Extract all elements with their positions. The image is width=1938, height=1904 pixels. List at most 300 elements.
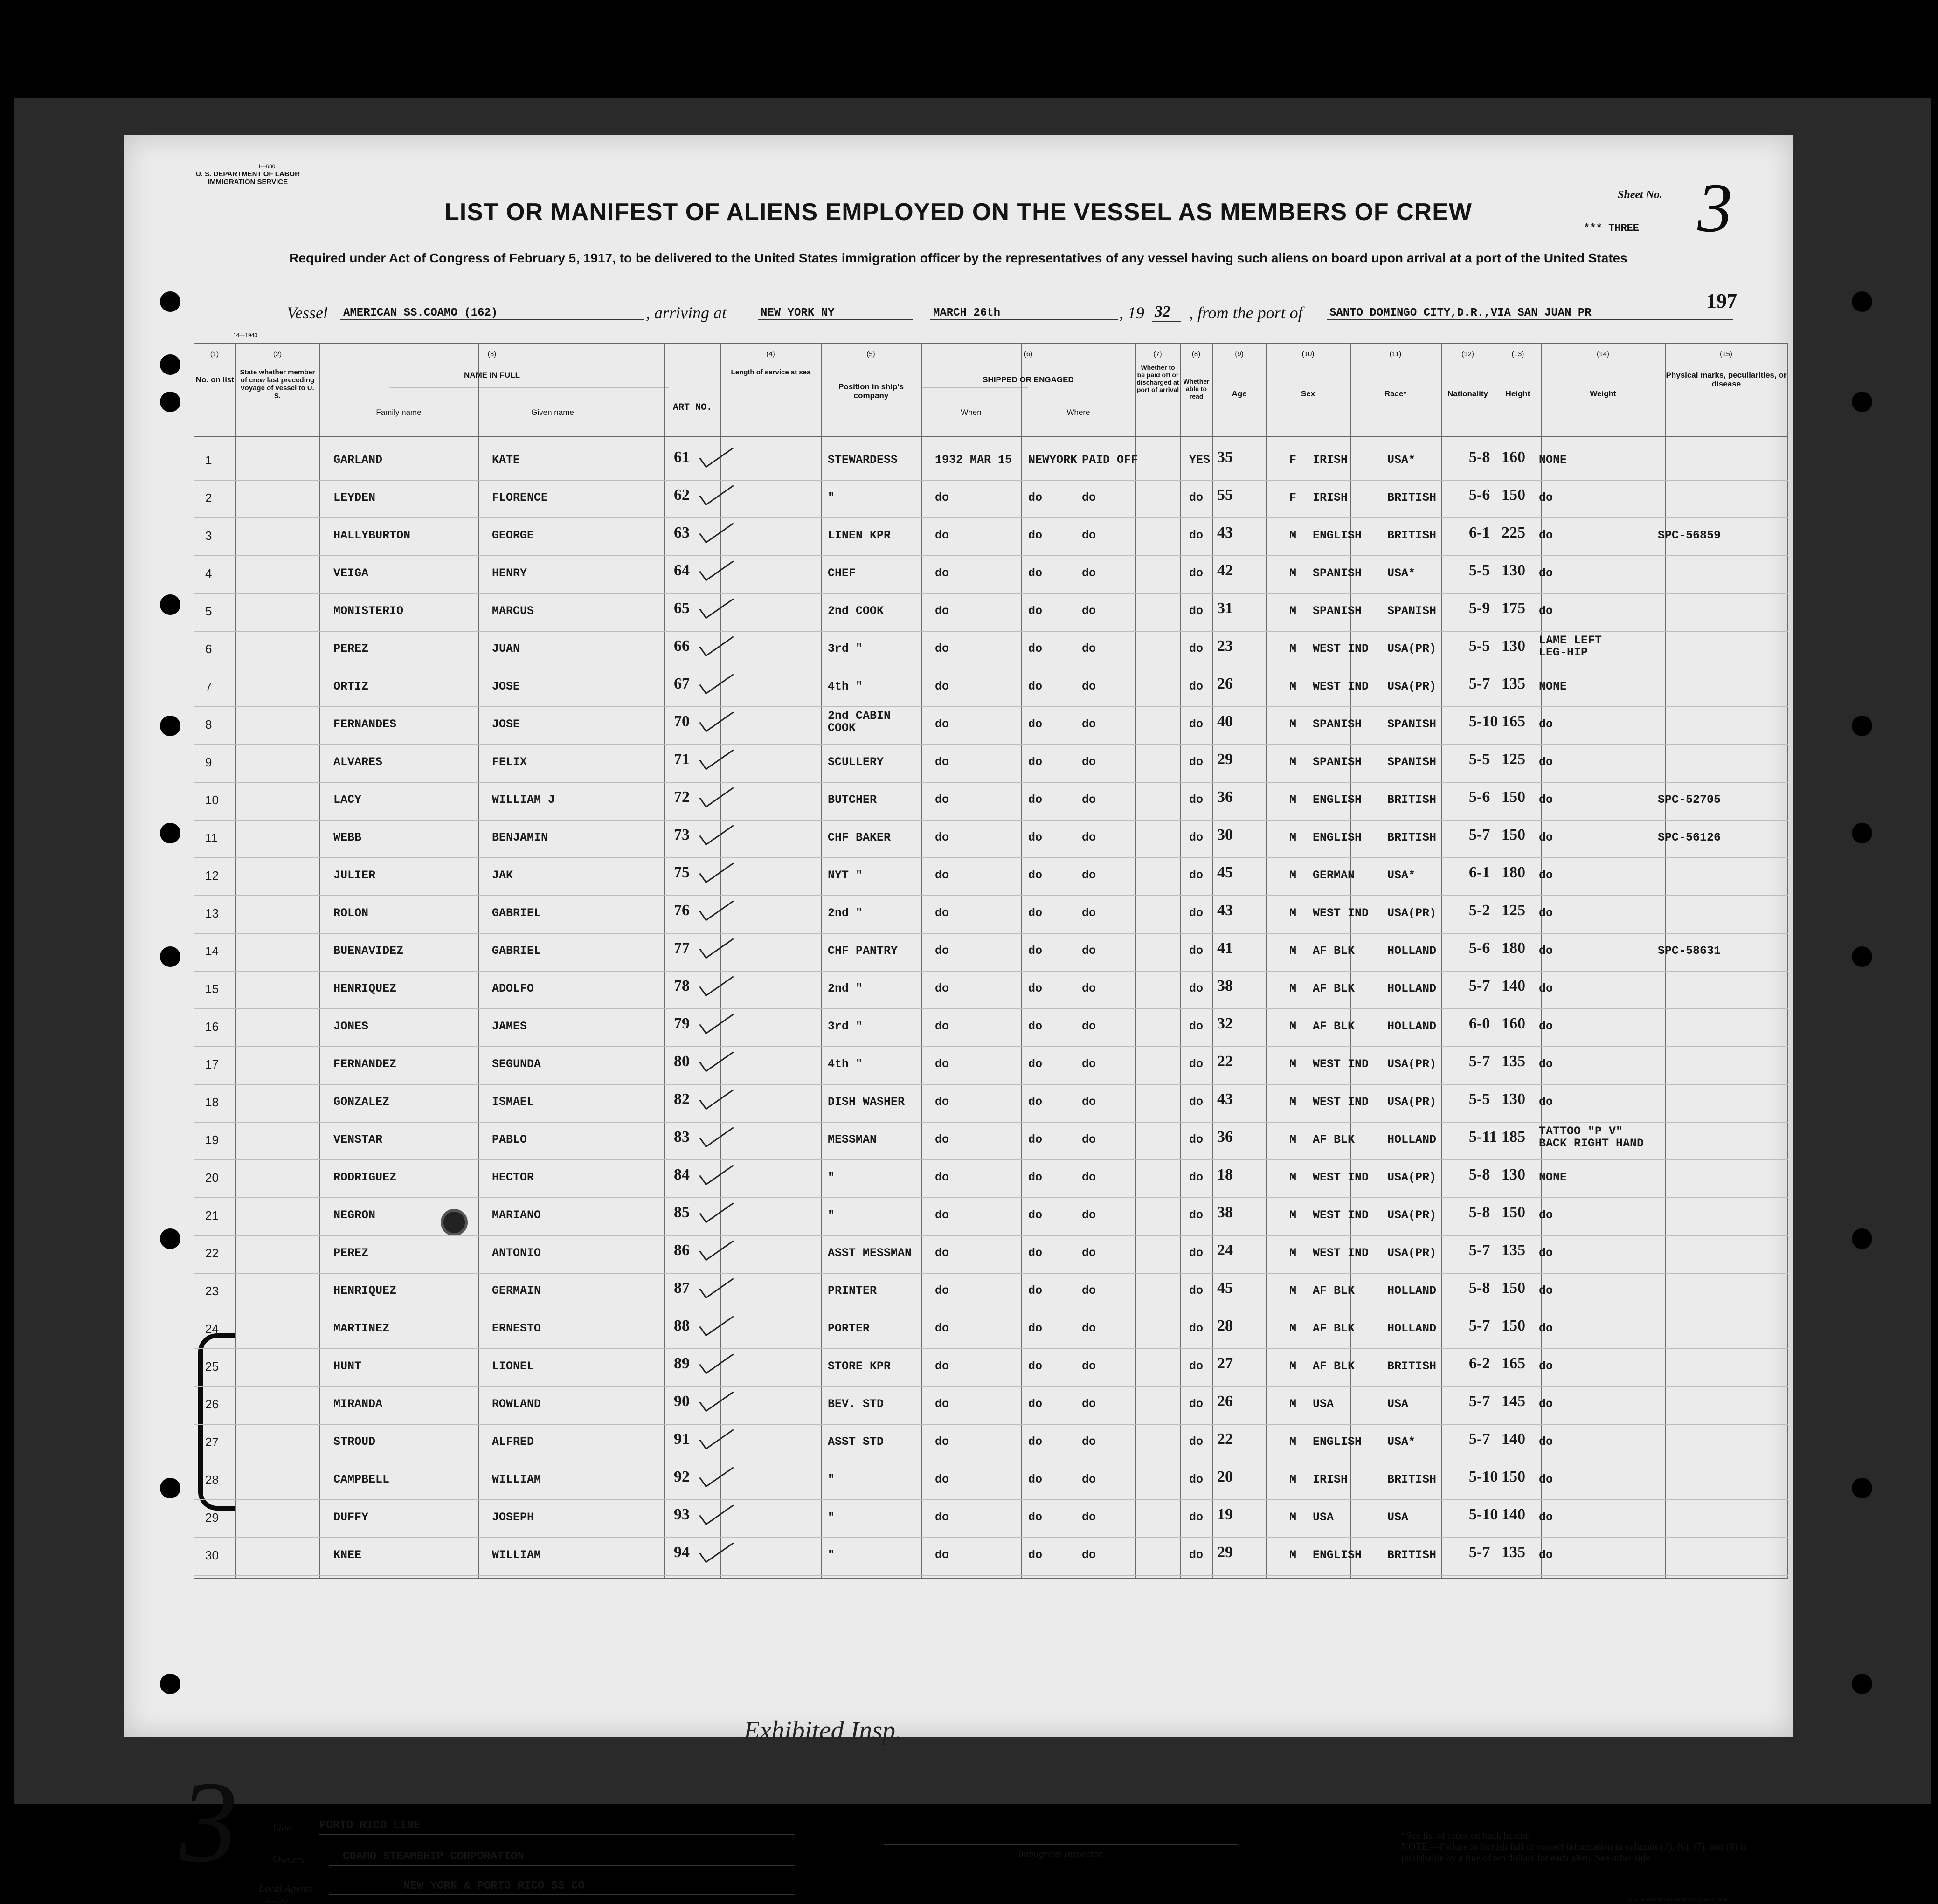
cell-family: GARLAND xyxy=(333,453,383,467)
checkmark xyxy=(699,1345,734,1374)
cell-remarks: SPC-52705 xyxy=(1658,793,1721,807)
table-row xyxy=(194,556,1788,594)
cell-read: do xyxy=(1189,1246,1204,1260)
header-where: Where xyxy=(1066,408,1090,417)
cell-weight: 140 xyxy=(1502,1430,1525,1448)
checkmark xyxy=(699,552,734,581)
cell-no: 11 xyxy=(205,831,218,845)
cell-read: do xyxy=(1189,1473,1204,1486)
cell-weight: 150 xyxy=(1502,1204,1525,1221)
page-number: 197 xyxy=(1706,290,1737,312)
cell-weight: 225 xyxy=(1502,524,1525,541)
cell-where: do xyxy=(1028,529,1043,542)
cell-art: 83 xyxy=(674,1128,690,1145)
cell-given: PABLO xyxy=(492,1133,527,1146)
table-row xyxy=(194,1311,1788,1349)
cell-given: WILLIAM xyxy=(492,1548,541,1562)
cell-marks: do xyxy=(1539,1397,1553,1411)
cell-given: WILLIAM J xyxy=(492,793,555,807)
cell-family: DUFFY xyxy=(333,1511,369,1524)
cell-family: KNEE xyxy=(333,1548,362,1562)
cell-position: 3rd " xyxy=(828,1020,863,1033)
cell-no: 9 xyxy=(205,755,212,769)
checkmark xyxy=(699,779,734,807)
cell-given: WILLIAM xyxy=(492,1473,541,1486)
cell-paid: do xyxy=(1082,529,1096,542)
checkmark xyxy=(699,816,734,845)
col13-number: (13) xyxy=(1511,350,1524,358)
cell-sex: M xyxy=(1289,566,1297,580)
checkmark xyxy=(699,967,734,996)
cell-art: 78 xyxy=(674,977,690,994)
checkmark xyxy=(699,1269,734,1298)
cell-art: 61 xyxy=(674,448,690,466)
checkmark xyxy=(699,514,734,543)
cell-nat: USA(PR) xyxy=(1387,906,1437,920)
cell-art: 91 xyxy=(674,1430,690,1448)
cell-art: 92 xyxy=(674,1468,690,1485)
table-row xyxy=(194,1462,1788,1500)
cell-race: WEST IND xyxy=(1313,906,1369,920)
cell-position: 2nd " xyxy=(828,906,863,920)
cell-weight: 125 xyxy=(1502,902,1525,919)
cell-read: do xyxy=(1189,982,1204,995)
cell-age: 26 xyxy=(1217,675,1233,692)
cell-age: 43 xyxy=(1217,524,1233,541)
col1-number: (1) xyxy=(210,350,219,358)
cell-when: do xyxy=(935,906,949,920)
cell-position: BEV. STD xyxy=(828,1397,884,1411)
cell-family: ORTIZ xyxy=(333,680,369,693)
cell-no: 22 xyxy=(205,1246,219,1260)
handwritten-sheet-number: 3 xyxy=(180,1758,238,1887)
cell-marks: do xyxy=(1539,1095,1553,1109)
cell-nat: BRITISH xyxy=(1387,529,1437,542)
cell-sex: M xyxy=(1289,1057,1297,1071)
cell-remarks: SPC-56126 xyxy=(1658,831,1721,844)
cell-given: ISMAEL xyxy=(492,1095,534,1109)
cell-marks: do xyxy=(1539,529,1553,542)
cell-when: do xyxy=(935,755,949,769)
cell-when: do xyxy=(935,1397,949,1411)
cell-family: ROLON xyxy=(333,906,369,920)
cell-position: DISH WASHER xyxy=(828,1095,905,1109)
cell-family: HENRIQUEZ xyxy=(333,982,397,995)
page-title: LIST OR MANIFEST OF ALIENS EMPLOYED ON THE VESSEL AS MEMBERS OF CREW xyxy=(444,199,1472,226)
cell-family: FERNANDES xyxy=(333,717,397,731)
cell-when: do xyxy=(935,1511,949,1524)
cell-nat: USA(PR) xyxy=(1387,1246,1437,1260)
cell-position: ASST MESSMAN xyxy=(828,1246,912,1260)
cell-age: 32 xyxy=(1217,1015,1233,1032)
cell-read: do xyxy=(1189,604,1204,618)
cell-when: do xyxy=(935,982,949,995)
cell-weight: 160 xyxy=(1502,1015,1525,1032)
cell-where: NEWYORK xyxy=(1028,453,1078,467)
cell-height: 5-7 xyxy=(1469,1393,1490,1410)
cell-read: do xyxy=(1189,1284,1204,1297)
cell-paid: do xyxy=(1082,491,1096,504)
header-nationality: Nationality xyxy=(1447,389,1488,398)
cell-when: do xyxy=(935,869,949,882)
form-number: I—680 xyxy=(259,163,276,170)
table-row xyxy=(194,1160,1788,1198)
cell-position: PRINTER xyxy=(828,1284,877,1297)
cell-height: 5-5 xyxy=(1469,1090,1490,1108)
cell-read: do xyxy=(1189,717,1204,731)
cell-height: 6-0 xyxy=(1469,1015,1490,1032)
cell-height: 5-8 xyxy=(1469,448,1490,466)
checkmark xyxy=(699,854,734,883)
local-agents-value: NEW YORK & PORTO RICO SS CO xyxy=(403,1880,585,1892)
cell-when: do xyxy=(935,604,949,618)
punch-hole xyxy=(1852,392,1872,412)
cell-weight: 125 xyxy=(1502,751,1525,768)
cell-age: 19 xyxy=(1217,1506,1233,1523)
cell-nat: BRITISH xyxy=(1387,1548,1437,1562)
cell-art: 67 xyxy=(674,675,690,692)
cell-nat: USA* xyxy=(1387,453,1416,467)
cell-when: do xyxy=(935,680,949,693)
cell-position: " xyxy=(828,1511,835,1524)
cell-position: 3rd " xyxy=(828,642,863,655)
cell-sex: M xyxy=(1289,1359,1297,1373)
checkmark xyxy=(699,1232,734,1261)
cell-sex: M xyxy=(1289,1133,1297,1146)
cell-weight: 145 xyxy=(1502,1393,1525,1410)
cell-read: do xyxy=(1189,1020,1204,1033)
cell-no: 26 xyxy=(205,1397,219,1411)
cell-no: 23 xyxy=(205,1284,219,1298)
punch-hole xyxy=(160,946,180,967)
cell-race: AF BLK xyxy=(1313,982,1355,995)
owners-value: COAMO STEAMSHIP CORPORATION xyxy=(343,1850,524,1863)
page-subtitle: Required under Act of Congress of February 5, 1917, to be delivered to the United States immigration officer by the representatives of any vessel having such aliens on board upon arrival at a port of the United States xyxy=(289,251,1627,265)
table-row xyxy=(194,669,1788,707)
cell-read: do xyxy=(1189,1095,1204,1109)
cell-height: 5-7 xyxy=(1469,1430,1490,1448)
cell-marks: do xyxy=(1539,1511,1553,1524)
cell-given: GEORGE xyxy=(492,529,534,542)
table-row xyxy=(194,443,1788,481)
cell-position: " xyxy=(828,1473,835,1486)
cell-given: JOSE xyxy=(492,717,520,731)
cell-read: do xyxy=(1189,869,1204,882)
cell-weight: 140 xyxy=(1502,1506,1525,1523)
checkmark xyxy=(699,628,734,656)
cell-race: AF BLK xyxy=(1313,1020,1355,1033)
cell-no: 16 xyxy=(205,1020,219,1034)
cell-paid: do xyxy=(1082,793,1096,807)
header-height: Height xyxy=(1505,389,1530,398)
cell-age: 45 xyxy=(1217,1279,1233,1297)
cell-family: MARTINEZ xyxy=(333,1322,390,1335)
cell-weight: 150 xyxy=(1502,1468,1525,1485)
cell-paid: do xyxy=(1082,1171,1096,1184)
col3-number: (3) xyxy=(487,350,497,358)
cell-where: do xyxy=(1028,793,1043,807)
col6-number: (6) xyxy=(1024,350,1033,358)
cell-height: 5-11 xyxy=(1469,1128,1497,1145)
cell-height: 5-10 xyxy=(1469,1468,1498,1485)
cell-art: 77 xyxy=(674,939,690,957)
cell-race: GERMAN xyxy=(1313,869,1355,882)
col12-number: (12) xyxy=(1461,350,1474,358)
cell-when: do xyxy=(935,1435,949,1449)
col9-number: (9) xyxy=(1235,350,1244,358)
cell-weight: 130 xyxy=(1502,1090,1525,1108)
cell-paid: do xyxy=(1082,604,1096,618)
cell-marks: NONE xyxy=(1539,453,1567,467)
cell-no: 25 xyxy=(205,1359,219,1373)
table-row xyxy=(194,896,1788,934)
year-value: 32 xyxy=(1152,303,1181,322)
cell-position: " xyxy=(828,1171,835,1184)
cell-no: 12 xyxy=(205,869,219,883)
cell-position: SCULLERY xyxy=(828,755,884,769)
cell-given: GABRIEL xyxy=(492,944,541,958)
cell-where: do xyxy=(1028,566,1043,580)
cell-position: 4th " xyxy=(828,1057,863,1071)
cell-paid: do xyxy=(1082,1057,1096,1071)
table-row xyxy=(194,858,1788,896)
cell-marks: do xyxy=(1539,793,1553,807)
cell-paid: do xyxy=(1082,831,1096,844)
cell-height: 5-7 xyxy=(1469,1053,1490,1070)
table-row xyxy=(194,783,1788,821)
table-row xyxy=(194,518,1788,556)
cell-marks: TATTOO "P V" BACK RIGHT HAND xyxy=(1539,1124,1644,1150)
cell-no: 4 xyxy=(205,566,212,580)
cell-marks: do xyxy=(1539,755,1553,769)
cell-race: AF BLK xyxy=(1313,1133,1355,1146)
col10-number: (10) xyxy=(1301,350,1315,358)
cell-weight: 150 xyxy=(1502,486,1525,504)
cell-given: ADOLFO xyxy=(492,982,534,995)
cell-position: BUTCHER xyxy=(828,793,877,807)
cell-height: 5-7 xyxy=(1469,1544,1490,1561)
cell-nat: USA(PR) xyxy=(1387,642,1437,655)
cell-age: 29 xyxy=(1217,1544,1233,1561)
cell-given: MARCUS xyxy=(492,604,534,618)
cell-marks: do xyxy=(1539,944,1553,958)
cell-sex: M xyxy=(1289,1473,1297,1486)
cell-race: WEST IND xyxy=(1313,1208,1369,1222)
cell-height: 5-7 xyxy=(1469,826,1490,843)
cell-read: do xyxy=(1189,1171,1204,1184)
punch-hole xyxy=(1852,946,1872,967)
cell-where: do xyxy=(1028,1095,1043,1109)
cell-nat: BRITISH xyxy=(1387,491,1437,504)
cell-art: 90 xyxy=(674,1393,690,1410)
cell-read: do xyxy=(1189,944,1204,958)
cell-race: SPANISH xyxy=(1313,755,1362,769)
from-label: , from the port of xyxy=(1189,304,1303,322)
cell-art: 71 xyxy=(674,751,690,768)
cell-sex: F xyxy=(1289,491,1297,504)
cell-weight: 135 xyxy=(1502,1544,1525,1561)
owners-label: Owners xyxy=(273,1853,305,1865)
table-row xyxy=(194,1349,1788,1387)
cell-age: 36 xyxy=(1217,788,1233,806)
cell-nat: BRITISH xyxy=(1387,793,1437,807)
cell-paid: do xyxy=(1082,1246,1096,1260)
cell-no: 27 xyxy=(205,1435,219,1449)
cell-no: 10 xyxy=(205,793,219,807)
cell-family: CAMPBELL xyxy=(333,1473,390,1486)
table-row xyxy=(194,594,1788,632)
cell-height: 5-6 xyxy=(1469,788,1490,806)
cell-read: do xyxy=(1189,1057,1204,1071)
checkmark xyxy=(699,1043,734,1072)
cell-nat: SPANISH xyxy=(1387,604,1437,618)
cell-sex: M xyxy=(1289,642,1297,655)
cell-where: do xyxy=(1028,869,1043,882)
cell-weight: 135 xyxy=(1502,1242,1525,1259)
cell-no: 21 xyxy=(205,1208,219,1222)
cell-given: LIONEL xyxy=(492,1359,534,1373)
header-given-name: Given name xyxy=(531,408,574,417)
punch-hole xyxy=(1852,716,1872,736)
cell-when: do xyxy=(935,566,949,580)
cell-position: STORE KPR xyxy=(828,1359,891,1373)
cell-nat: BRITISH xyxy=(1387,1359,1437,1373)
cell-weight: 165 xyxy=(1502,1355,1525,1372)
table-row xyxy=(194,745,1788,783)
cell-paid: do xyxy=(1082,1095,1096,1109)
cell-no: 13 xyxy=(205,906,219,920)
punch-hole xyxy=(160,823,180,843)
cell-given: JAMES xyxy=(492,1020,527,1033)
year-prefix: , 19 xyxy=(1119,304,1144,322)
cell-marks: do xyxy=(1539,831,1553,844)
cell-family: RODRIGUEZ xyxy=(333,1171,397,1184)
cell-given: ALFRED xyxy=(492,1435,534,1449)
cell-art: 80 xyxy=(674,1053,690,1070)
header-art-no: ART NO. xyxy=(672,402,712,413)
cell-family: JULIER xyxy=(333,869,376,882)
cell-weight: 160 xyxy=(1502,448,1525,466)
cell-when: do xyxy=(935,1359,949,1373)
line-value: PORTO RICO LINE xyxy=(319,1819,421,1832)
cell-where: do xyxy=(1028,717,1043,731)
cell-sex: M xyxy=(1289,1548,1297,1562)
cell-marks: LAME LEFT LEG-HIP xyxy=(1539,634,1602,659)
punch-hole xyxy=(160,1228,180,1249)
cell-family: PEREZ xyxy=(333,1246,369,1260)
cell-height: 5-7 xyxy=(1469,1317,1490,1334)
checkmark xyxy=(699,1458,734,1487)
from-port-value: SANTO DOMINGO CITY,D.R.,VIA SAN JUAN PR xyxy=(1327,307,1733,320)
cell-read: do xyxy=(1189,491,1204,504)
cell-position: STEWARDESS xyxy=(828,453,898,467)
cell-paid: do xyxy=(1082,1322,1096,1335)
cell-no: 17 xyxy=(205,1057,219,1071)
line-label: Line xyxy=(273,1822,291,1834)
cell-where: do xyxy=(1028,1057,1043,1071)
cell-height: 5-8 xyxy=(1469,1166,1490,1183)
cell-height: 5-5 xyxy=(1469,562,1490,579)
cell-height: 5-5 xyxy=(1469,751,1490,768)
checkmark xyxy=(699,1496,734,1525)
cell-weight: 185 xyxy=(1502,1128,1525,1145)
checkmark xyxy=(699,741,734,770)
cell-age: 22 xyxy=(1217,1053,1233,1070)
cell-position: NYT " xyxy=(828,869,863,882)
cell-sex: M xyxy=(1289,906,1297,920)
cell-height: 5-7 xyxy=(1469,675,1490,692)
table-row xyxy=(194,1123,1788,1160)
col2-number: (2) xyxy=(273,350,282,358)
cell-family: HENRIQUEZ xyxy=(333,1284,397,1297)
cell-position: CHF BAKER xyxy=(828,831,891,844)
cell-given: FELIX xyxy=(492,755,527,769)
cell-sex: F xyxy=(1289,453,1297,467)
cell-age: 55 xyxy=(1217,486,1233,504)
col7-number: (7) xyxy=(1153,350,1162,358)
cell-nat: USA xyxy=(1387,1397,1409,1411)
cell-race: WEST IND xyxy=(1313,1057,1369,1071)
cell-family: VENSTAR xyxy=(333,1133,383,1146)
inspector-signature: Exhibited Insp. xyxy=(744,1716,902,1745)
cell-where: do xyxy=(1028,1246,1043,1260)
cell-given: HECTOR xyxy=(492,1171,534,1184)
cell-when: do xyxy=(935,1133,949,1146)
cell-weight: 180 xyxy=(1502,864,1525,881)
cell-given: MARIANO xyxy=(492,1208,541,1222)
cell-marks: do xyxy=(1539,1435,1553,1449)
cell-when: do xyxy=(935,1020,949,1033)
cell-marks: NONE xyxy=(1539,1171,1567,1184)
cell-no: 2 xyxy=(205,491,212,505)
local-agents-label: Local Agents xyxy=(259,1883,313,1894)
punch-hole xyxy=(160,716,180,736)
cell-position: PORTER xyxy=(828,1322,870,1335)
checkmark xyxy=(699,930,734,959)
cell-height: 5-7 xyxy=(1469,977,1490,994)
form-code-top: 14—1940 xyxy=(233,332,258,338)
cell-paid: do xyxy=(1082,944,1096,958)
cell-nat: BRITISH xyxy=(1387,1473,1437,1486)
cell-where: do xyxy=(1028,1284,1043,1297)
cell-family: HALLYBURTON xyxy=(333,529,411,542)
cell-family: VEIGA xyxy=(333,566,369,580)
cell-no: 19 xyxy=(205,1133,219,1147)
cell-marks: do xyxy=(1539,1359,1553,1373)
cell-marks: do xyxy=(1539,1548,1553,1562)
cell-age: 45 xyxy=(1217,864,1233,881)
cell-no: 30 xyxy=(205,1548,219,1562)
table-row xyxy=(194,934,1788,972)
cell-position: 2nd " xyxy=(828,982,863,995)
cell-sex: M xyxy=(1289,944,1297,958)
cell-age: 23 xyxy=(1217,637,1233,655)
col4-number: (4) xyxy=(766,350,775,358)
checkmark xyxy=(699,1156,734,1185)
cell-age: 42 xyxy=(1217,562,1233,579)
table-row xyxy=(194,1387,1788,1425)
sheet-number-handwritten: 3 xyxy=(1697,169,1732,247)
cell-marks: do xyxy=(1539,491,1553,504)
cell-read: do xyxy=(1189,1548,1204,1562)
cell-art: 88 xyxy=(674,1317,690,1334)
cell-sex: M xyxy=(1289,1322,1297,1335)
cell-when: 1932 MAR 15 xyxy=(935,453,1012,467)
immigrant-inspector-label: Immigrant Inspector. xyxy=(884,1844,1238,1860)
cell-position: " xyxy=(828,491,835,504)
cell-read: do xyxy=(1189,680,1204,693)
table-row xyxy=(194,972,1788,1009)
